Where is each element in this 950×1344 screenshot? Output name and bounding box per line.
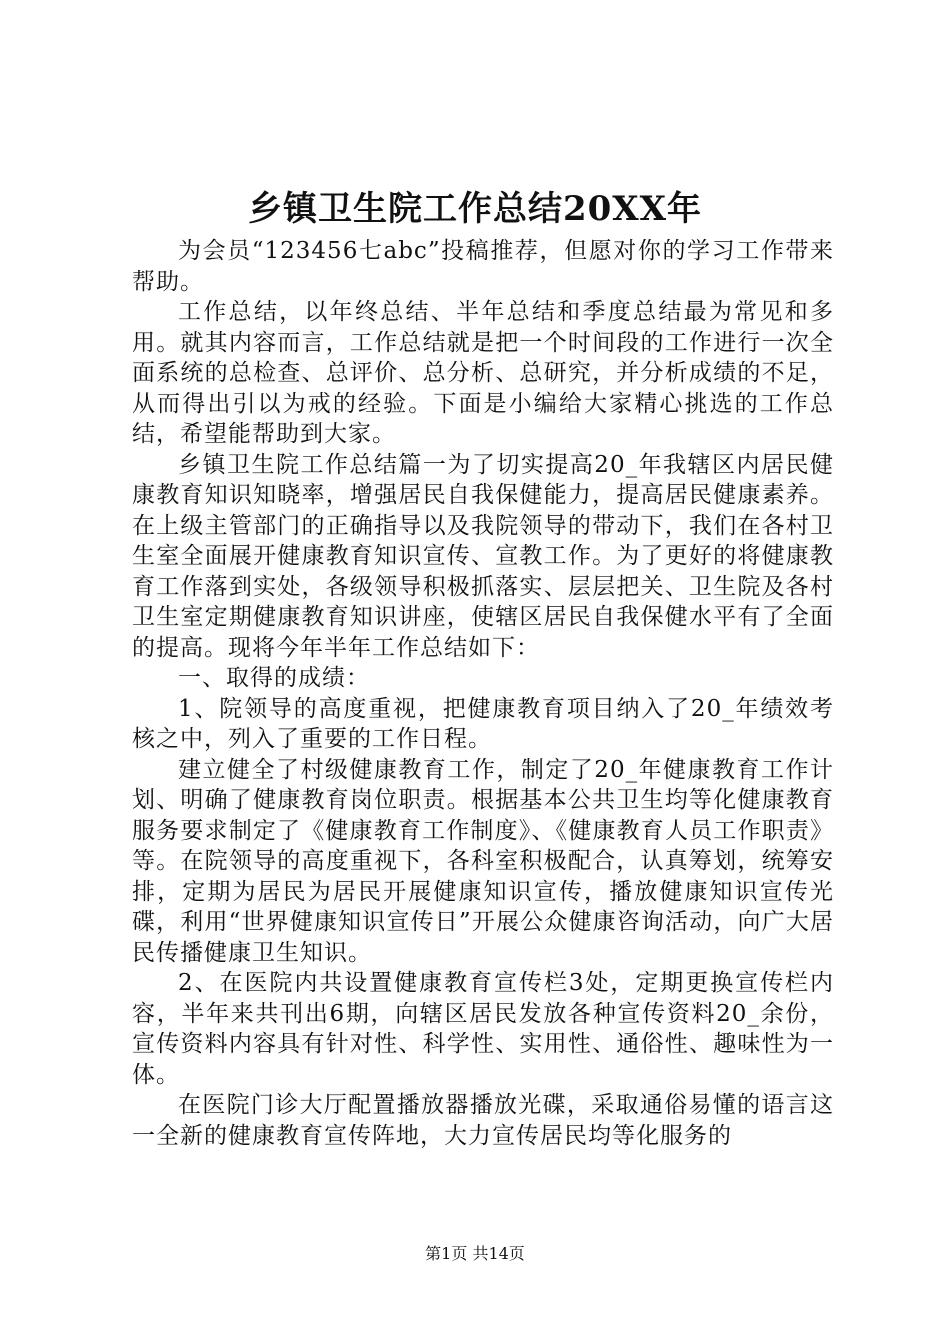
document-body <box>132 236 834 1151</box>
paragraph: 工作总结，以年终总结、半年总结和季度总结最为常见和多用。就其内容而言，工作总结就是把一个时间段的工作进行一次全面系统的总检查、总评价、总分析、总研究，并分析成绩的不足，从而得出引以为戒的经验。下面是小编给大家精心挑选的工作总结，希望能帮助到大家。 <box>132 299 834 447</box>
paragraph: 建立健全了村级健康教育工作，制定了20_年健康教育工作计划、明确了健康教育岗位职责。根据基本公共卫生均等化健康教育服务要求制定了《健康教育工作制度》、《健康教育人员工作职责》等。在院领导的高度重视下，各科室积极配合，认真筹划，统筹安排，定期为居民为居民开展健康知识宣传，播放健康知识宣传光碟，利用“世界健康知识宣传日”开展公众健康咨询活动，向广大居民传播健康卫生知识。 <box>132 756 834 966</box>
paragraph: 一、取得的成绩： <box>178 665 370 691</box>
paragraph: 乡镇卫生院工作总结篇一为了切实提高20_年我辖区内居民健康教育知识知晓率，增强居民自我保健能力，提高居民健康素养。在上级主管部门的正确指导以及我院领导的带动下，我们在各村卫生室全面展开健康教育知识宣传、宣教工作。为了更好的将健康教育工作落到实处，各级领导积极抓落实、层层把关、卫生院及各村卫生室定期健康教育知识讲座，使辖区居民自我保健水平有了全面的提高。现将今年半年工作总结如下： <box>132 451 834 661</box>
document-title: 乡镇卫生院工作总结20XX年 <box>247 189 703 229</box>
paragraph: 1、院领导的高度重视，把健康教育项目纳入了20_年绩效考核之中，列入了重要的工作日程。 <box>132 695 834 752</box>
paragraph: 为会员“123456七abc”投稿推荐，但愿对你的学习工作带来帮助。 <box>132 238 834 295</box>
page-number-footer: 第1页 共14页 <box>425 1244 525 1263</box>
paragraph: 2、在医院内共设置健康教育宣传栏3处，定期更换宣传栏内容，半年来共刊出6期，向辖区居民发放各种宣传资料20_余份，宣传资料内容具有针对性、科学性、实用性、通俗性、趣味性为一体。 <box>132 970 834 1088</box>
paragraph: 在医院门诊大厅配置播放器播放光碟，采取通俗易懂的语言这一全新的健康教育宣传阵地，大力宣传居民均等化服务的 <box>132 1092 834 1149</box>
